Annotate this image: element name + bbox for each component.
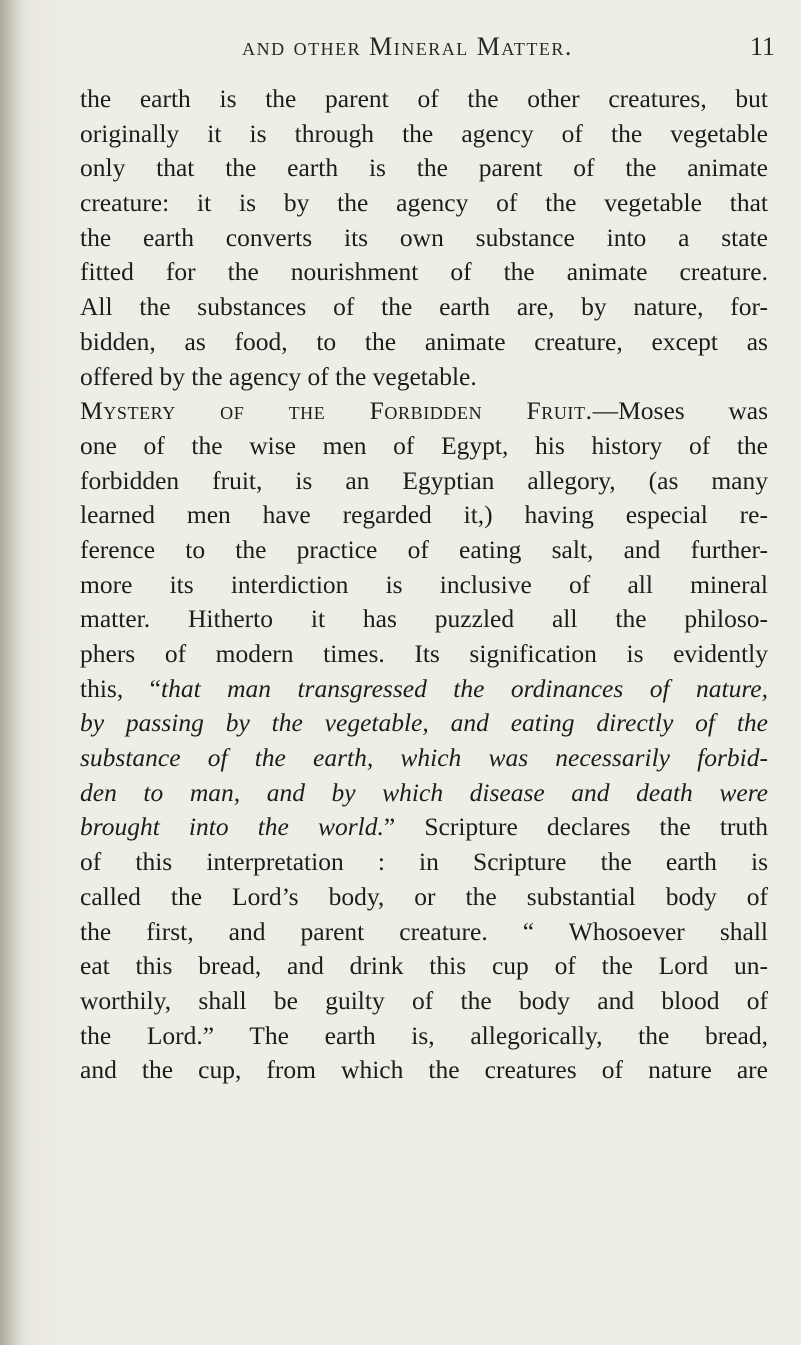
page-number: 11 <box>749 32 775 61</box>
text-line: the earth is the parent of the other creatures, but <box>80 84 768 113</box>
quote-line <box>80 776 768 811</box>
running-title: and other Mineral Matter. <box>242 32 573 61</box>
text-line: phers of modern times. Its signification is evidently <box>80 639 768 668</box>
text-line: creature: it is by the agency of the vegetable that <box>80 188 768 218</box>
text-line: one of the wise men of Egypt, his history of the <box>80 430 768 460</box>
quote-line <box>80 810 768 845</box>
text-line: called the Lord’s body, or the substantial body of <box>80 881 768 911</box>
body-text <box>80 82 768 1088</box>
text-line: more its interdiction is inclusive of all mineral <box>80 569 768 599</box>
text-line: worthily, shall be guilty of the body and blood of <box>80 985 768 1015</box>
text-line: only that the earth is the parent of the animate <box>80 153 768 183</box>
text-run: —Moses was <box>592 396 769 426</box>
text-line: matter. Hitherto it has puzzled all the philoso- <box>80 604 768 634</box>
section-heading: Mystery of the Forbidden Fruit. <box>80 396 593 426</box>
gutter-shadow <box>0 0 22 1345</box>
quote-line <box>80 672 768 707</box>
text-line: forbidden fruit, is an Egyptian allegory, (as many <box>80 465 768 495</box>
quote-line <box>80 741 768 776</box>
text-line: bidden, as food, to the animate creature, except as <box>80 326 768 356</box>
running-head <box>40 32 775 68</box>
text-line: learned men have regarded it,) having especial re- <box>80 500 768 530</box>
text-line: All the substances of the earth are, by nature, for- <box>80 292 768 322</box>
italic-quote: brought into the world. <box>80 812 384 842</box>
text-run: ” Scripture declares the truth <box>383 812 768 842</box>
text-line: of this interpretation : in Scripture the earth is <box>80 847 768 877</box>
quote-line <box>80 706 768 741</box>
text-line: the Lord.” The earth is, allegorically, the bread, <box>80 1020 768 1050</box>
text-line: the earth converts its own substance into a state <box>80 222 768 252</box>
text-line: eat this bread, and drink this cup of the Lord un- <box>80 951 768 981</box>
italic-quote: den to man, and by which disease and death were <box>80 777 768 807</box>
text-line: ference to the practice of eating salt, and further- <box>80 534 768 564</box>
italic-quote: by passing by the vegetable, and eating directly of the <box>80 708 768 738</box>
italic-quote: substance of the earth, which was necessarily forbid- <box>80 743 768 773</box>
text-run: this, “ <box>80 673 161 703</box>
text-line: fitted for the nourishment of the animate creature. <box>80 257 768 287</box>
section-heading-line <box>80 394 768 429</box>
text-line: the first, and parent creature. “ Whosoever shall <box>80 916 768 946</box>
text-line: offered by the agency of the vegetable. <box>80 361 477 391</box>
italic-quote: that man transgressed the ordinances of nature, <box>160 673 768 703</box>
text-line: originally it is through the agency of the vegetable <box>80 118 768 148</box>
text-line: and the cup, from which the creatures of nature are <box>80 1055 768 1085</box>
